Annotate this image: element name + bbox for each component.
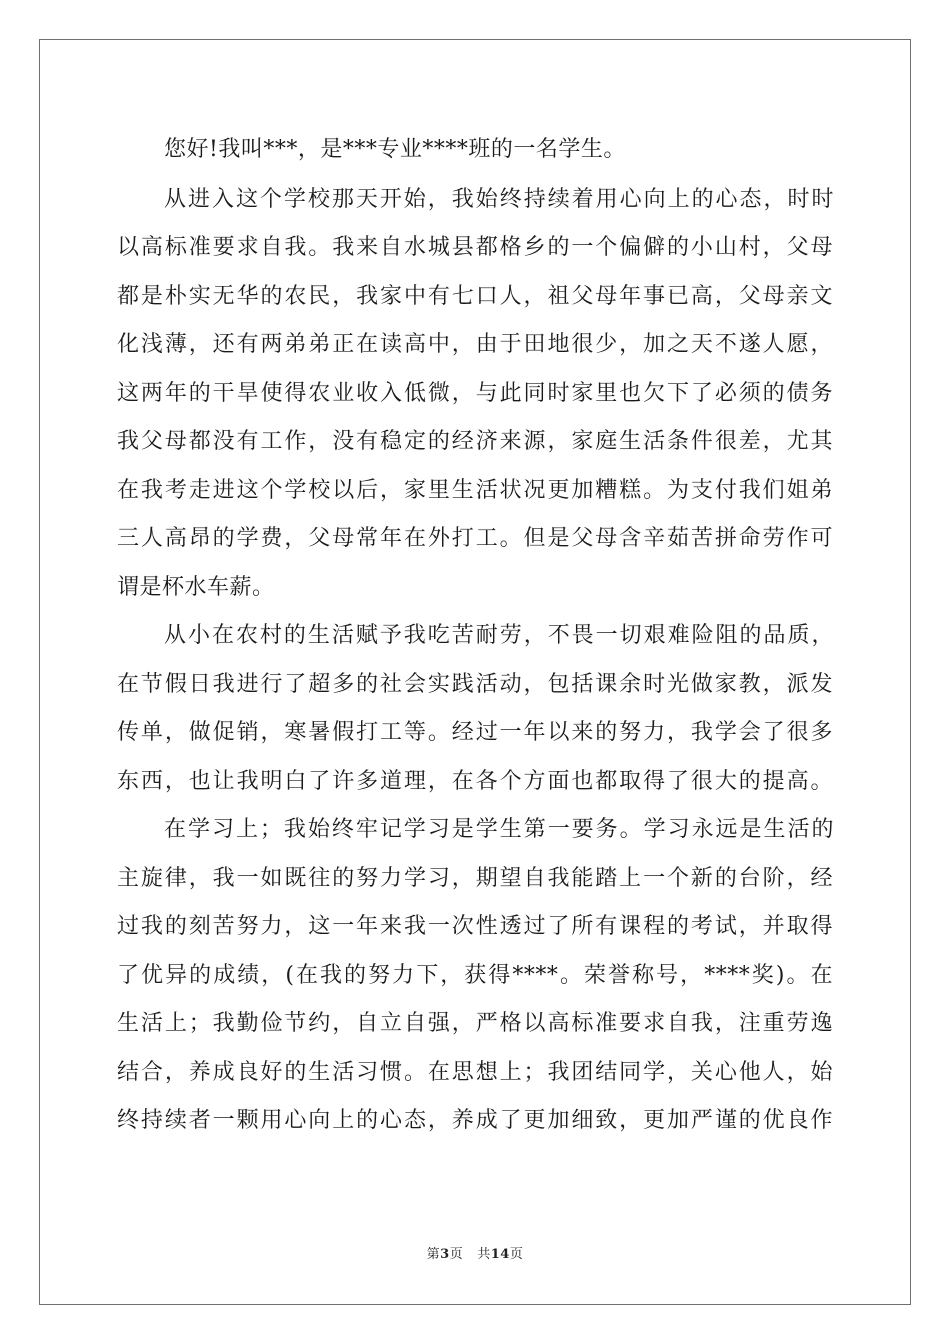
- text-line: 从小在农村的生活赋予我吃苦耐劳，不畏一切艰难险阻的品质，: [164, 623, 834, 648]
- text-line: 主旋律，我一如既往的努力学习，期望自我能踏上一个新的台阶，经: [117, 866, 833, 891]
- text-line: 结合，养成良好的生活习惯。在思想上；我团结同学，关心他人，始: [117, 1060, 833, 1085]
- text-line: 在我考走进这个学校以后，家里生活状况更加糟糕。为支付我们姐弟: [117, 478, 833, 503]
- text-line: 都是朴实无华的农民，我家中有七口人，祖父母年事已高，父母亲文: [117, 284, 833, 309]
- footer-total-suffix: 页: [509, 1247, 524, 1262]
- footer-page-number: 3: [440, 1247, 450, 1262]
- text-line: 了优异的成绩，(在我的努力下，获得****。荣誉称号，****奖)。在: [117, 963, 833, 988]
- text-line: 生活上；我勤俭节约，自立自强，严格以高标准要求自我，注重劳逸: [117, 1011, 833, 1036]
- text-line: 终持续者一颗用心向上的心态，养成了更加细致，更加严谨的优良作: [117, 1108, 833, 1133]
- footer-page-prefix: 第: [426, 1247, 441, 1262]
- text-line: 您好!我叫***，是***专业****班的一名学生。: [164, 137, 626, 162]
- page-footer: [0, 1246, 950, 1264]
- text-line: 三人高昂的学费，父母常年在外打工。但是父母含辛茹苦拼命劳作可: [117, 526, 833, 551]
- text-line: 化浅薄，还有两弟弟正在读高中，由于田地很少，加之天不遂人愿，: [117, 332, 833, 357]
- text-line: 过我的刻苦努力，这一年来我一次性透过了所有课程的考试，并取得: [117, 914, 833, 939]
- text-line: 这两年的干旱使得农业收入低微，与此同时家里也欠下了必须的债务: [117, 381, 833, 406]
- text-line: 以高标准要求自我。我来自水城县都格乡的一个偏僻的小山村，父母: [117, 235, 833, 260]
- text-line: 在学习上；我始终牢记学习是学生第一要务。学习永远是生活的: [164, 817, 834, 842]
- text-line: 从进入这个学校那天开始，我始终持续着用心向上的心态，时时: [164, 187, 834, 212]
- footer-total-number: 14: [490, 1247, 510, 1262]
- text-line: 在节假日我进行了超多的社会实践活动，包括课余时光做家教，派发: [117, 672, 833, 697]
- text-line: 东西，也让我明白了许多道理，在各个方面也都取得了很大的提高。: [117, 769, 833, 794]
- text-line: 谓是杯水车薪。: [117, 575, 275, 600]
- text-line: 我父母都没有工作，没有稳定的经济来源，家庭生活条件很差，尤其: [117, 429, 833, 454]
- footer-total-prefix: 共: [477, 1247, 491, 1262]
- text-line: 传单，做促销，寒暑假打工等。经过一年以来的努力，我学会了很多: [117, 720, 833, 745]
- footer-page-suffix: 页: [449, 1247, 464, 1262]
